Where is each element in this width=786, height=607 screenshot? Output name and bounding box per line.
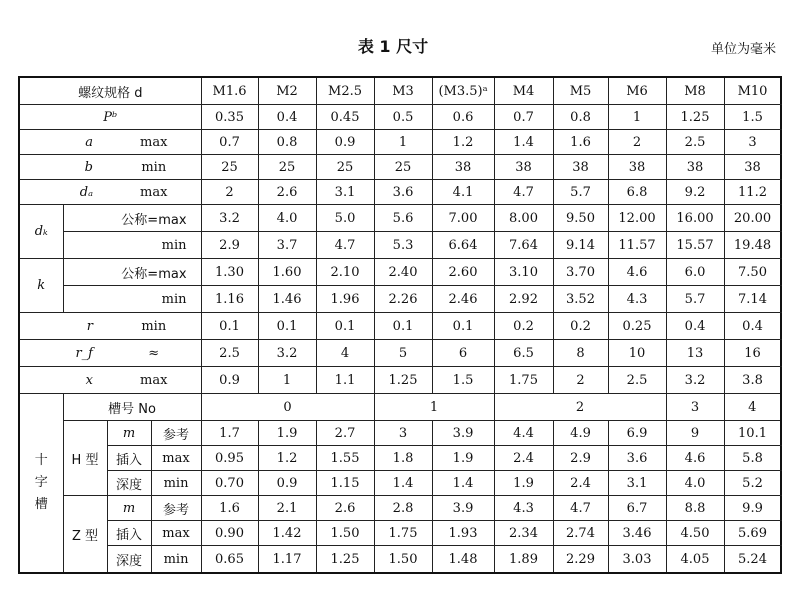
value-cell: 3.6 (608, 446, 666, 471)
value-cell: 9.2 (666, 180, 724, 205)
value-cell: 5.2 (724, 471, 781, 496)
table-row (19, 446, 781, 471)
value-cell: 2.29 (553, 546, 608, 574)
value-cell: 8 (553, 340, 608, 367)
value-cell: 1.6 (201, 496, 258, 521)
table-row (19, 232, 781, 259)
value-cell: 4.6 (666, 446, 724, 471)
value-cell: 38 (724, 155, 781, 180)
size-cell: M3 (374, 77, 432, 105)
value-cell: 38 (432, 155, 494, 180)
value-cell: 7.64 (494, 232, 553, 259)
value-cell: 0.7 (201, 130, 258, 155)
row-qualifier: ≈ (107, 340, 201, 367)
value-cell: 5.7 (666, 286, 724, 313)
value-cell: 1.8 (374, 446, 432, 471)
table-row (19, 471, 781, 496)
value-cell: 4.4 (494, 421, 553, 446)
recess-ref-label: 参考 (151, 496, 201, 521)
value-cell: 3.2 (201, 205, 258, 232)
value-cell: 1.55 (316, 446, 374, 471)
row-qualifier: max (107, 180, 201, 205)
value-cell: 4.3 (608, 286, 666, 313)
recess-max-label: max (151, 521, 201, 546)
size-cell: M5 (553, 77, 608, 105)
value-cell: 25 (258, 155, 316, 180)
value-cell: 2.5 (608, 367, 666, 394)
value-cell: 7.50 (724, 259, 781, 286)
size-cell: M2 (258, 77, 316, 105)
value-cell: 1.50 (374, 546, 432, 574)
size-cell: M4 (494, 77, 553, 105)
recess-max-label: max (151, 446, 201, 471)
value-cell: 20.00 (724, 205, 781, 232)
value-cell: 3.10 (494, 259, 553, 286)
value-cell: 2.9 (553, 446, 608, 471)
value-cell: 38 (553, 155, 608, 180)
value-cell: 0.4 (258, 105, 316, 130)
value-cell: 1.6 (553, 130, 608, 155)
value-cell: 6 (432, 340, 494, 367)
value-cell: 1.25 (374, 367, 432, 394)
header-row (19, 77, 781, 105)
unit-note: 单位为毫米 (710, 42, 776, 57)
table-row (19, 155, 781, 180)
value-cell: 1.5 (432, 367, 494, 394)
value-cell: 1.25 (666, 105, 724, 130)
value-cell: 11.2 (724, 180, 781, 205)
value-cell: 6.5 (494, 340, 553, 367)
value-cell: 38 (608, 155, 666, 180)
value-cell: 0.4 (724, 313, 781, 340)
table-row (19, 105, 781, 130)
value-cell: 6.9 (608, 421, 666, 446)
value-cell: 16.00 (666, 205, 724, 232)
value-cell: 5 (374, 340, 432, 367)
value-cell: 0.45 (316, 105, 374, 130)
table-row (19, 286, 781, 313)
value-cell: 0.1 (432, 313, 494, 340)
value-cell: 4.9 (553, 421, 608, 446)
value-cell: 1.30 (201, 259, 258, 286)
table-row (19, 521, 781, 546)
recess-number-cell: 2 (494, 394, 666, 421)
value-cell: 0.95 (201, 446, 258, 471)
table-row (19, 130, 781, 155)
size-cell: M8 (666, 77, 724, 105)
row-qualifier: min (63, 232, 201, 259)
value-cell: 1 (374, 130, 432, 155)
value-cell: 1.50 (316, 521, 374, 546)
value-cell: 3.03 (608, 546, 666, 574)
value-cell: 6.64 (432, 232, 494, 259)
value-cell: 5.7 (553, 180, 608, 205)
recess-insert-label: 插入 (107, 446, 151, 471)
table-row (19, 205, 781, 232)
value-cell: 25 (316, 155, 374, 180)
value-cell: 7.14 (724, 286, 781, 313)
table-row (19, 367, 781, 394)
value-cell: 2.4 (553, 471, 608, 496)
table-row (19, 546, 781, 574)
value-cell: 1.46 (258, 286, 316, 313)
row-label: Pᵇ (19, 105, 201, 130)
table-row (19, 313, 781, 340)
value-cell: 0.8 (258, 130, 316, 155)
recess-min-label: min (151, 471, 201, 496)
value-cell: 10 (608, 340, 666, 367)
row-qualifier: max (107, 130, 201, 155)
value-cell: 0.5 (374, 105, 432, 130)
size-cell: M10 (724, 77, 781, 105)
recess-m-symbol: m (107, 496, 151, 521)
value-cell: 1.7 (201, 421, 258, 446)
value-cell: 3.70 (553, 259, 608, 286)
value-cell: 1.1 (316, 367, 374, 394)
value-cell: 9.50 (553, 205, 608, 232)
value-cell: 0.6 (432, 105, 494, 130)
value-cell: 1.17 (258, 546, 316, 574)
value-cell: 12.00 (608, 205, 666, 232)
value-cell: 2.46 (432, 286, 494, 313)
value-cell: 3.7 (258, 232, 316, 259)
size-cell: (M3.5)ᵃ (432, 77, 494, 105)
value-cell: 2.1 (258, 496, 316, 521)
value-cell: 3 (724, 130, 781, 155)
recess-type-h-label: H 型 (63, 421, 107, 496)
recess-number-row (19, 394, 781, 421)
value-cell: 2.9 (201, 232, 258, 259)
value-cell: 4.7 (494, 180, 553, 205)
row-symbol: x (19, 367, 107, 394)
table-row (19, 340, 781, 367)
value-cell: 6.0 (666, 259, 724, 286)
value-cell: 2.7 (316, 421, 374, 446)
value-cell: 4.7 (553, 496, 608, 521)
size-cell: M2.5 (316, 77, 374, 105)
value-cell: 3.6 (374, 180, 432, 205)
value-cell: 5.0 (316, 205, 374, 232)
table-row (19, 180, 781, 205)
value-cell: 3.2 (258, 340, 316, 367)
value-cell: 3.8 (724, 367, 781, 394)
value-cell: 1.15 (316, 471, 374, 496)
row-qualifier: 公称=max (63, 259, 201, 286)
value-cell: 0.1 (201, 313, 258, 340)
value-cell: 8.00 (494, 205, 553, 232)
dimensions-table (18, 76, 782, 574)
value-cell: 1.60 (258, 259, 316, 286)
value-cell: 16 (724, 340, 781, 367)
value-cell: 4.3 (494, 496, 553, 521)
row-qualifier: min (107, 155, 201, 180)
value-cell: 2.8 (374, 496, 432, 521)
recess-type-z-label: Z 型 (63, 496, 107, 574)
value-cell: 25 (201, 155, 258, 180)
value-cell: 4 (316, 340, 374, 367)
row-qualifier: min (107, 313, 201, 340)
value-cell: 1.42 (258, 521, 316, 546)
value-cell: 19.48 (724, 232, 781, 259)
value-cell: 2.10 (316, 259, 374, 286)
value-cell: 1 (608, 105, 666, 130)
value-cell: 3.52 (553, 286, 608, 313)
thread-size-label: 螺纹规格 d (19, 77, 201, 105)
value-cell: 5.6 (374, 205, 432, 232)
value-cell: 4.50 (666, 521, 724, 546)
value-cell: 0.1 (316, 313, 374, 340)
value-cell: 3 (374, 421, 432, 446)
value-cell: 2 (201, 180, 258, 205)
value-cell: 0.7 (494, 105, 553, 130)
value-cell: 25 (374, 155, 432, 180)
recess-ref-label: 参考 (151, 421, 201, 446)
value-cell: 0.9 (201, 367, 258, 394)
value-cell: 3.9 (432, 421, 494, 446)
value-cell: 3.1 (608, 471, 666, 496)
value-cell: 1.25 (316, 546, 374, 574)
value-cell: 2 (608, 130, 666, 155)
value-cell: 5.8 (724, 446, 781, 471)
value-cell: 2.4 (494, 446, 553, 471)
value-cell: 9.14 (553, 232, 608, 259)
value-cell: 5.24 (724, 546, 781, 574)
value-cell: 0.2 (494, 313, 553, 340)
value-cell: 4.0 (258, 205, 316, 232)
recess-insert-label: 插入 (107, 521, 151, 546)
value-cell: 0.1 (374, 313, 432, 340)
value-cell: 4.7 (316, 232, 374, 259)
value-cell: 1.2 (432, 130, 494, 155)
value-cell: 2.40 (374, 259, 432, 286)
row-symbol: r_f (19, 340, 107, 367)
value-cell: 6.7 (608, 496, 666, 521)
size-cell: M1.6 (201, 77, 258, 105)
value-cell: 0.90 (201, 521, 258, 546)
value-cell: 2.34 (494, 521, 553, 546)
recess-group-text: 十字槽 (34, 453, 48, 512)
value-cell: 1.9 (258, 421, 316, 446)
value-cell: 10.1 (724, 421, 781, 446)
row-qualifier: min (63, 286, 201, 313)
value-cell: 4.6 (608, 259, 666, 286)
recess-group-label (19, 394, 63, 574)
value-cell: 1.48 (432, 546, 494, 574)
value-cell: 11.57 (608, 232, 666, 259)
value-cell: 38 (666, 155, 724, 180)
value-cell: 7.00 (432, 205, 494, 232)
recess-number-cell: 3 (666, 394, 724, 421)
value-cell: 4.0 (666, 471, 724, 496)
recess-min-label: min (151, 546, 201, 574)
value-cell: 1.16 (201, 286, 258, 313)
value-cell: 1.5 (724, 105, 781, 130)
value-cell: 3.9 (432, 496, 494, 521)
row-symbol: k (19, 259, 63, 313)
value-cell: 2.6 (316, 496, 374, 521)
value-cell: 38 (494, 155, 553, 180)
value-cell: 0.70 (201, 471, 258, 496)
value-cell: 2.6 (258, 180, 316, 205)
table-title: 表 1 尺寸 (357, 37, 429, 56)
value-cell: 0.35 (201, 105, 258, 130)
value-cell: 3.46 (608, 521, 666, 546)
value-cell: 5.3 (374, 232, 432, 259)
table-row (19, 421, 781, 446)
row-symbol: dₖ (19, 205, 63, 259)
recess-number-cell: 4 (724, 394, 781, 421)
recess-number-label: 槽号 No (63, 394, 201, 421)
value-cell: 6.8 (608, 180, 666, 205)
value-cell: 0.25 (608, 313, 666, 340)
value-cell: 5.69 (724, 521, 781, 546)
value-cell: 2.5 (666, 130, 724, 155)
value-cell: 1.89 (494, 546, 553, 574)
value-cell: 1.75 (374, 521, 432, 546)
row-qualifier: 公称=max (63, 205, 201, 232)
table-row (19, 496, 781, 521)
value-cell: 2.5 (201, 340, 258, 367)
value-cell: 0.9 (258, 471, 316, 496)
recess-m-symbol: m (107, 421, 151, 446)
value-cell: 1.4 (494, 130, 553, 155)
row-symbol: b (19, 155, 107, 180)
value-cell: 15.57 (666, 232, 724, 259)
value-cell: 1.9 (494, 471, 553, 496)
row-symbol: dₐ (19, 180, 107, 205)
size-cell: M6 (608, 77, 666, 105)
value-cell: 0.2 (553, 313, 608, 340)
value-cell: 1.75 (494, 367, 553, 394)
value-cell: 9 (666, 421, 724, 446)
recess-number-cell: 0 (201, 394, 374, 421)
value-cell: 8.8 (666, 496, 724, 521)
value-cell: 2.26 (374, 286, 432, 313)
value-cell: 2.60 (432, 259, 494, 286)
recess-depth-label: 深度 (107, 546, 151, 574)
recess-number-cell: 1 (374, 394, 494, 421)
value-cell: 1.4 (374, 471, 432, 496)
value-cell: 1.2 (258, 446, 316, 471)
row-qualifier: max (107, 367, 201, 394)
table-row (19, 259, 781, 286)
value-cell: 0.1 (258, 313, 316, 340)
value-cell: 1.93 (432, 521, 494, 546)
value-cell: 2.92 (494, 286, 553, 313)
recess-depth-label: 深度 (107, 471, 151, 496)
value-cell: 3.2 (666, 367, 724, 394)
value-cell: 13 (666, 340, 724, 367)
value-cell: 0.9 (316, 130, 374, 155)
value-cell: 1.9 (432, 446, 494, 471)
row-symbol: a (19, 130, 107, 155)
value-cell: 1.96 (316, 286, 374, 313)
value-cell: 1.4 (432, 471, 494, 496)
row-symbol: r (19, 313, 107, 340)
value-cell: 2 (553, 367, 608, 394)
value-cell: 0.8 (553, 105, 608, 130)
value-cell: 3.1 (316, 180, 374, 205)
value-cell: 0.4 (666, 313, 724, 340)
value-cell: 9.9 (724, 496, 781, 521)
value-cell: 0.65 (201, 546, 258, 574)
value-cell: 4.05 (666, 546, 724, 574)
value-cell: 2.74 (553, 521, 608, 546)
value-cell: 4.1 (432, 180, 494, 205)
value-cell: 1 (258, 367, 316, 394)
